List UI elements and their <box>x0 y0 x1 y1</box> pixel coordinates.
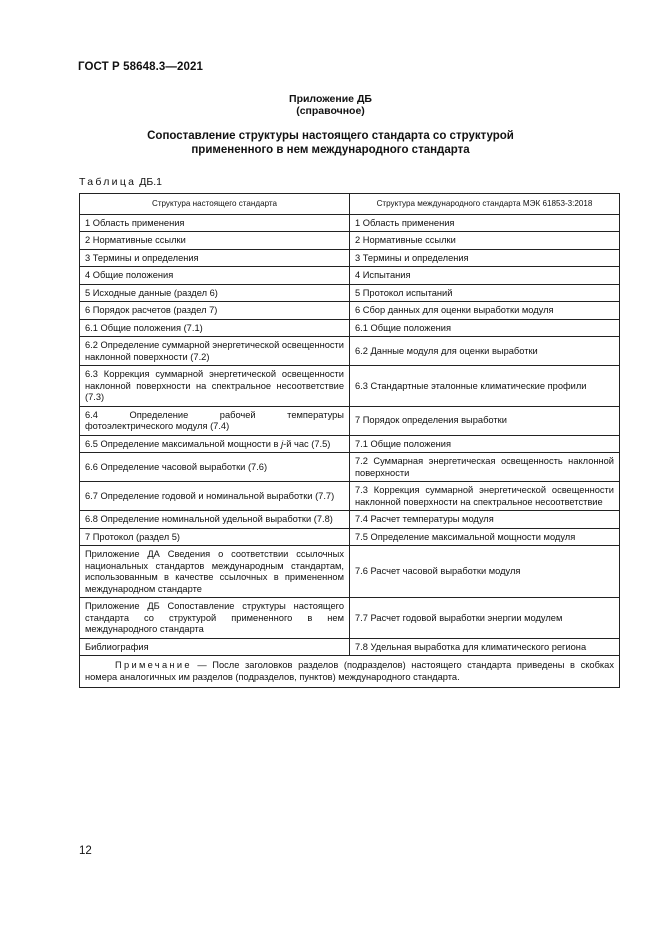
appendix-label: Приложение ДБ <box>289 93 372 105</box>
table-row <box>80 482 620 511</box>
international-cell: 7.6 Расчет часовой выработки модуля <box>350 546 620 598</box>
international-cell: 7.2 Суммарная энергетическая освещенность наклонной поверхности <box>350 453 620 482</box>
national-cell: 6.1 Общие положения (7.1) <box>80 319 350 337</box>
international-cell: 2 Нормативные ссылки <box>350 232 620 250</box>
national-cell: 7 Протокол (раздел 5) <box>80 528 350 546</box>
table-caption-word: Таблица <box>79 176 137 188</box>
national-cell: 6.3 Коррекция суммарной энергетической освещенности наклонной поверхности на спектральное несоответствие (7.3) <box>80 366 350 407</box>
table-row <box>80 284 620 302</box>
table-row <box>80 232 620 250</box>
international-cell: 6.3 Стандартные эталонные климатические профили <box>350 366 620 407</box>
appendix-title <box>0 129 661 157</box>
document-header: ГОСТ Р 58648.3—2021 <box>78 61 203 73</box>
national-cell: 5 Исходные данные (раздел 6) <box>80 284 350 302</box>
international-cell: 7 Порядок определения выработки <box>350 406 620 435</box>
table-caption <box>79 176 162 188</box>
national-cell: Приложение ДА Сведения о соответствии ссылочных национальных стандартов международным стандартам, использованным в качестве ссылочных в примененном международном стандарте <box>80 546 350 598</box>
national-cell: 6.6 Определение часовой выработки (7.6) <box>80 453 350 482</box>
national-cell: Приложение ДБ Сопоставление структуры настоящего стандарта со структурой примененного в нем международного стандарта <box>80 598 350 639</box>
table-header-row <box>80 194 620 215</box>
title-line-2: примененного в нем международного стандарта <box>191 144 470 156</box>
table-row <box>80 638 620 656</box>
table-row <box>80 435 620 453</box>
international-cell: 4 Испытания <box>350 267 620 285</box>
table-row <box>80 453 620 482</box>
national-cell: 4 Общие положения <box>80 267 350 285</box>
national-cell: Библиография <box>80 638 350 656</box>
international-cell: 6.2 Данные модуля для оценки выработки <box>350 337 620 366</box>
international-cell: 7.7 Расчет годовой выработки энергии модулем <box>350 598 620 639</box>
national-cell: 6.4 Определение рабочей температуры фотоэлектрического модуля (7.4) <box>80 406 350 435</box>
table-row <box>80 319 620 337</box>
table-row <box>80 546 620 598</box>
table-note <box>80 656 620 688</box>
table-row <box>80 598 620 639</box>
national-cell: 1 Область применения <box>80 214 350 232</box>
table-caption-number: ДБ.1 <box>139 176 162 188</box>
national-cell: 6.8 Определение номинальной удельной выработки (7.8) <box>80 511 350 529</box>
international-cell: 7.1 Общие положения <box>350 435 620 453</box>
column-header-national: Структура настоящего стандарта <box>80 194 350 215</box>
table-row <box>80 267 620 285</box>
national-cell: 3 Термины и определения <box>80 249 350 267</box>
international-cell: 6.1 Общие положения <box>350 319 620 337</box>
title-line-1: Сопоставление структуры настоящего стандарта со структурой <box>147 130 514 142</box>
international-cell: 7.3 Коррекция суммарной энергетической освещенности наклонной поверхности на спектральное несоответствие <box>350 482 620 511</box>
note-text: — После заголовков разделов (подразделов) настоящего стандарта приведены в скобках номера аналогичных им разделов (подразделов, пунктов) международного стандарта. <box>85 660 614 682</box>
table-row <box>80 366 620 407</box>
table-row <box>80 511 620 529</box>
table-note-row <box>80 656 620 688</box>
international-cell: 3 Термины и определения <box>350 249 620 267</box>
national-cell: 6 Порядок расчетов (раздел 7) <box>80 302 350 320</box>
structure-comparison-table <box>79 193 620 688</box>
table-row <box>80 406 620 435</box>
table-row <box>80 528 620 546</box>
table-row <box>80 214 620 232</box>
international-cell: 7.5 Определение максимальной мощности модуля <box>350 528 620 546</box>
national-cell: 6.5 Определение максимальной мощности в j-й час (7.5) <box>80 435 350 453</box>
international-cell: 5 Протокол испытаний <box>350 284 620 302</box>
national-cell: 6.2 Определение суммарной энергетической освещенности наклонной поверхности (7.2) <box>80 337 350 366</box>
national-cell: 2 Нормативные ссылки <box>80 232 350 250</box>
note-word: Примечание <box>115 660 192 670</box>
international-cell: 1 Область применения <box>350 214 620 232</box>
column-header-international: Структура международного стандарта МЭК 61853-3:2018 <box>350 194 620 215</box>
table-row <box>80 337 620 366</box>
international-cell: 6 Сбор данных для оценки выработки модуля <box>350 302 620 320</box>
page-number: 12 <box>79 845 92 857</box>
table-row <box>80 302 620 320</box>
table-row <box>80 249 620 267</box>
international-cell: 7.4 Расчет температуры модуля <box>350 511 620 529</box>
national-cell: 6.7 Определение годовой и номинальной выработки (7.7) <box>80 482 350 511</box>
international-cell: 7.8 Удельная выработка для климатического региона <box>350 638 620 656</box>
appendix-heading <box>0 93 661 117</box>
appendix-type: (справочное) <box>296 105 365 117</box>
